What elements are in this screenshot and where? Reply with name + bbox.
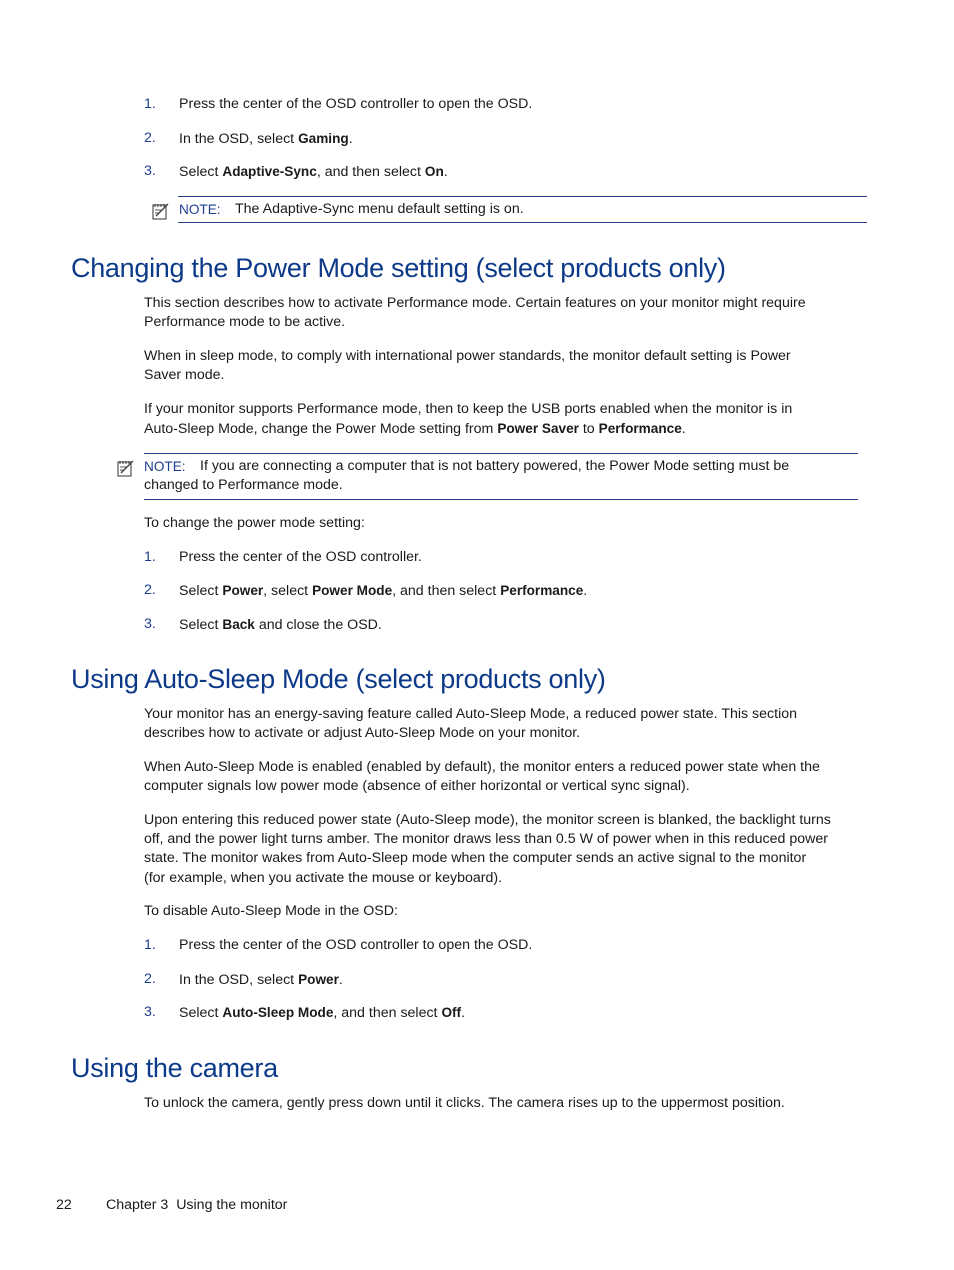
paragraph-line: Saver mode. xyxy=(144,367,225,383)
step-text xyxy=(179,581,587,601)
ui-term: Power xyxy=(222,583,264,598)
paragraph-line: off, and the power light turns amber. The monitor draws less than 0.5 W of power when in this reduced power xyxy=(144,831,828,847)
step-text-part: Select xyxy=(179,583,223,599)
step-text-part: Select xyxy=(179,617,223,633)
step-text xyxy=(179,95,532,114)
note-pad-icon xyxy=(116,458,136,478)
paragraph-line: This section describes how to activate Performance mode. Certain features on your monitor might require xyxy=(144,295,806,311)
footer-chapter: Chapter 3 Using the monitor xyxy=(106,1197,288,1213)
step-text xyxy=(179,129,353,149)
step-number: 3. xyxy=(144,163,156,179)
step-text-part: , and then select xyxy=(392,583,501,599)
step-text-part: In the OSD, select xyxy=(179,131,299,147)
paragraph-line: (for example, when you activate the mouse or keyboard). xyxy=(144,870,503,886)
ui-term: Back xyxy=(222,617,255,632)
ui-term: Auto-Sleep Mode xyxy=(222,1005,334,1020)
step-text-part: . xyxy=(338,972,343,988)
step-text-part: . xyxy=(583,583,588,599)
note-text: If you are connecting a computer that is not battery powered, the Power Mode setting must be xyxy=(200,458,790,474)
step-text xyxy=(179,1003,465,1023)
section-heading-auto-sleep: Using Auto-Sleep Mode (select products only) xyxy=(71,664,606,694)
ui-term: Power Saver xyxy=(497,421,579,436)
step-number: 1. xyxy=(144,937,156,953)
note-top-rule xyxy=(178,196,867,197)
step-number: 1. xyxy=(144,96,156,112)
note-pad-icon xyxy=(151,201,171,221)
step-text xyxy=(179,548,422,567)
step-text-part: , select xyxy=(263,583,313,599)
note-bottom-rule xyxy=(178,222,867,223)
steps-intro: To disable Auto-Sleep Mode in the OSD: xyxy=(144,903,398,919)
step-text-part: . xyxy=(461,1005,466,1021)
ui-term: Performance xyxy=(598,421,682,436)
text-part: Auto-Sleep Mode, change the Power Mode setting from xyxy=(144,421,498,437)
step-text-part: Press the center of the OSD controller. xyxy=(179,549,422,565)
step-text xyxy=(179,970,343,990)
step-text-part: Press the center of the OSD controller to open the OSD. xyxy=(179,937,533,953)
note-text: changed to Performance mode. xyxy=(144,477,343,493)
step-text-part: . xyxy=(348,131,353,147)
step-text-part: In the OSD, select xyxy=(179,972,299,988)
paragraph-line: When Auto-Sleep Mode is enabled (enabled by default), the monitor enters a reduced power state when the xyxy=(144,759,820,775)
paragraph-line: describes how to activate or adjust Auto-Sleep Mode on your monitor. xyxy=(144,725,581,741)
section-heading-power-mode: Changing the Power Mode setting (select products only) xyxy=(71,253,726,283)
note-label: NOTE: xyxy=(144,459,186,474)
step-number: 2. xyxy=(144,582,156,598)
note-label: NOTE: xyxy=(179,202,221,217)
text-part: . xyxy=(681,421,686,437)
step-text xyxy=(179,615,382,635)
page-number: 22 xyxy=(56,1197,72,1213)
paragraph-line: state. The monitor wakes from Auto-Sleep mode when the computer sends an active signal to the monitor xyxy=(144,850,807,866)
ui-term: Power Mode xyxy=(312,583,393,598)
ui-term: Gaming xyxy=(298,131,349,146)
note xyxy=(179,200,221,220)
section-heading-camera: Using the camera xyxy=(71,1053,278,1083)
paragraph-line xyxy=(144,419,686,439)
paragraph-line: computer signals low power mode (absence of either horizontal or vertical sync signal). xyxy=(144,778,690,794)
paragraph-line: When in sleep mode, to comply with international power standards, the monitor default setting is Power xyxy=(144,348,791,364)
step-text-part: Press the center of the OSD controller to open the OSD. xyxy=(179,96,533,112)
ui-term: Adaptive-Sync xyxy=(222,164,317,179)
step-number: 3. xyxy=(144,1004,156,1020)
paragraph-line: Upon entering this reduced power state (Auto-Sleep mode), the monitor screen is blanked, the backlight turns xyxy=(144,812,831,828)
step-number: 3. xyxy=(144,616,156,632)
paragraph-line: If your monitor supports Performance mode, then to keep the USB ports enabled when the monitor is in xyxy=(144,401,793,417)
steps-intro: To change the power mode setting: xyxy=(144,515,365,531)
note-text: The Adaptive-Sync menu default setting is on. xyxy=(235,201,524,217)
paragraph-line: Performance mode to be active. xyxy=(144,314,346,330)
step-text xyxy=(179,162,448,182)
paragraph-line: Your monitor has an energy-saving feature called Auto-Sleep Mode, a reduced power state. This section xyxy=(144,706,798,722)
ui-term: Off xyxy=(441,1005,462,1020)
step-text-part: Select xyxy=(179,164,223,180)
ui-term: On xyxy=(424,164,444,179)
note xyxy=(144,457,186,477)
step-number: 2. xyxy=(144,971,156,987)
step-text-part: , and then select xyxy=(333,1005,442,1021)
step-number: 2. xyxy=(144,130,156,146)
ui-term: Performance xyxy=(500,583,584,598)
paragraph-line: To unlock the camera, gently press down until it clicks. The camera rises up to the uppermost position. xyxy=(144,1095,785,1111)
note-top-rule xyxy=(144,453,858,454)
step-number: 1. xyxy=(144,549,156,565)
step-text-part: . xyxy=(443,164,448,180)
step-text-part: and close the OSD. xyxy=(254,617,382,633)
step-text xyxy=(179,936,532,955)
step-text-part: Select xyxy=(179,1005,223,1021)
ui-term: Power xyxy=(298,972,339,987)
note-bottom-rule xyxy=(144,499,858,500)
text-part: to xyxy=(578,421,599,437)
step-text-part: , and then select xyxy=(316,164,425,180)
